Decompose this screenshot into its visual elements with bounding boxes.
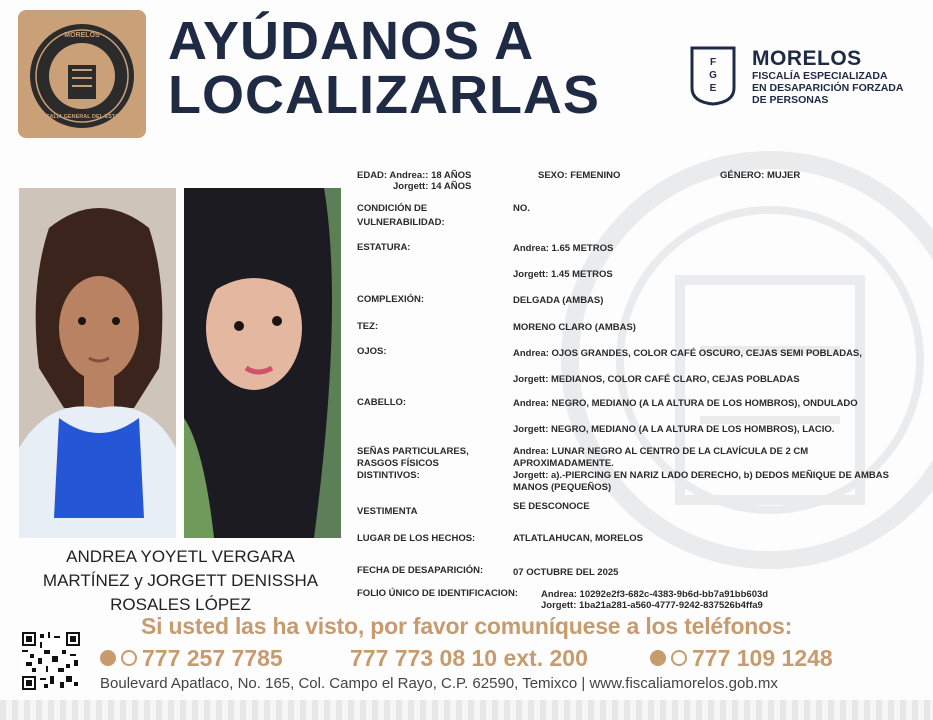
vestimenta-label: VESTIMENTA <box>357 506 418 517</box>
lugar-value: ATLATLAHUCAN, MORELOS <box>513 533 643 544</box>
vulnerabilidad-label-2: VULNERABILIDAD: <box>357 217 445 228</box>
lugar-label: LUGAR DE LOS HECHOS: <box>357 533 476 544</box>
phone-1-number: 777 257 7785 <box>142 645 283 671</box>
senas-label-3: DISTINTIVOS: <box>357 470 420 481</box>
senas-label-1: SEÑAS PARTICULARES, <box>357 446 469 457</box>
folio-value-2: Jorgett: 1ba21a281-a560-4777-9242-837526b4ffa9 <box>541 600 763 611</box>
phone-2[interactable] <box>350 644 588 672</box>
estatura-label: ESTATURA: <box>357 242 411 253</box>
left-logo-center-text: FGE <box>69 46 95 55</box>
page-title <box>168 11 600 125</box>
agency-block <box>752 48 903 106</box>
fecha-label: FECHA DE DESAPARICIÓN: <box>357 565 484 576</box>
photo-andrea <box>19 188 176 538</box>
estatura-value-1: Andrea: 1.65 METROS <box>513 243 614 254</box>
ojos-value-2: Jorgett: MEDIANOS, COLOR CAFÉ CLARO, CEJAS POBLADAS <box>513 374 800 385</box>
fge-shield-icon <box>690 44 736 106</box>
folio-value-1: Andrea: 10292e2f3-682c-4383-9b6d-bb7a91bb603d <box>541 589 769 600</box>
tez-label: TEZ: <box>357 321 379 332</box>
vulnerabilidad-value: NO. <box>513 203 530 214</box>
vestimenta-value: SE DESCONOCE <box>513 501 590 512</box>
edad-value-2: Jorgett: 14 AÑOS <box>393 181 472 192</box>
whatsapp-icon <box>671 650 687 666</box>
complexion-value: DELGADA (AMBAS) <box>513 295 604 306</box>
phone-2-number: 777 773 08 10 ext. 200 <box>350 645 588 671</box>
senas-value-3: Jorgett: a).-PIERCING EN NARIZ LADO DERECHO, b) DEDOS MEÑIQUE DE AMBAS <box>513 470 889 481</box>
agency-sub-2: EN DESAPARICIÓN FORZADA <box>752 82 904 94</box>
senas-value-1: Andrea: LUNAR NEGRO AL CENTRO DE LA CLAVÍCULA DE 2 CM <box>513 446 809 457</box>
ojos-value-1: Andrea: OJOS GRANDES, COLOR CAFÉ OSCURO, CEJAS SEMI POBLADAS, <box>513 348 862 359</box>
agency-sub-3: DE PERSONAS <box>752 94 829 106</box>
cabello-label: CABELLO: <box>357 397 407 408</box>
bottom-border <box>0 700 933 720</box>
left-logo-top-text: MORELOS <box>64 32 100 39</box>
svg-text:E: E <box>709 83 717 94</box>
svg-text:G: G <box>709 70 717 81</box>
whatsapp-icon <box>121 650 137 666</box>
phone-icon <box>650 650 666 666</box>
cabello-value-2: Jorgett: NEGRO, MEDIANO (A LA ALTURA DE LOS HOMBROS), LACIO. <box>513 424 835 435</box>
headline-line-1: AYÚDANOS A <box>168 11 535 71</box>
names-line-1: ANDREA YOYETL VERGARA <box>66 547 295 566</box>
qr-code-icon <box>22 632 80 690</box>
fge-seal-logo <box>18 10 146 138</box>
fecha-value: 07 OCTUBRE DEL 2025 <box>513 567 619 578</box>
names-line-2: MARTÍNEZ y JORGETT DENISSHA <box>42 571 319 590</box>
tez-value: MORENO CLARO (AMBAS) <box>513 322 636 333</box>
agency-sub-1: FISCALÍA ESPECIALIZADA <box>752 70 888 82</box>
phone-3[interactable] <box>650 644 833 672</box>
cabello-value-1: Andrea: NEGRO, MEDIANO (A LA ALTURA DE LOS HOMBROS), ONDULADO <box>513 398 858 409</box>
left-logo-ring-text: FISCALÍA GENERAL DEL ESTADO <box>37 114 127 120</box>
address-line: Boulevard Apatlaco, No. 165, Col. Campo el Rayo, C.P. 62590, Temixco | www.fiscaliamorelos.gob.mx <box>100 675 778 692</box>
complexion-label: COMPLEXIÓN: <box>357 294 425 305</box>
senas-label-2: RASGOS FÍSICOS <box>357 458 439 469</box>
call-to-action: Si usted las ha visto, por favor comuníquese a los teléfonos: <box>140 613 793 639</box>
sexo-field: SEXO: FEMENINO <box>538 170 621 181</box>
senas-value-4: MANOS (PEQUEÑOS) <box>513 482 612 493</box>
photo-jorgett <box>184 188 341 538</box>
senas-value-2: APROXIMADAMENTE. <box>513 458 614 469</box>
names-line-3: ROSALES LÓPEZ <box>110 595 251 614</box>
headline-line-2: LOCALIZARLAS <box>168 65 600 125</box>
phone-1[interactable] <box>100 644 283 672</box>
phone-3-number: 777 109 1248 <box>692 645 833 671</box>
vulnerabilidad-label-1: CONDICIÓN DE <box>357 203 428 214</box>
edad-value-1: EDAD: Andrea:: 18 AÑOS <box>357 170 472 181</box>
svg-text:F: F <box>709 57 717 68</box>
estatura-value-2: Jorgett: 1.45 METROS <box>513 269 613 280</box>
genero-field: GÉNERO: MUJER <box>720 170 801 181</box>
agency-title: MORELOS <box>752 47 862 70</box>
phone-icon <box>100 650 116 666</box>
missing-persons-names <box>18 545 343 617</box>
ojos-label: OJOS: <box>357 346 387 357</box>
folio-label: FOLIO ÚNICO DE IDENTIFICACION: <box>357 588 518 599</box>
